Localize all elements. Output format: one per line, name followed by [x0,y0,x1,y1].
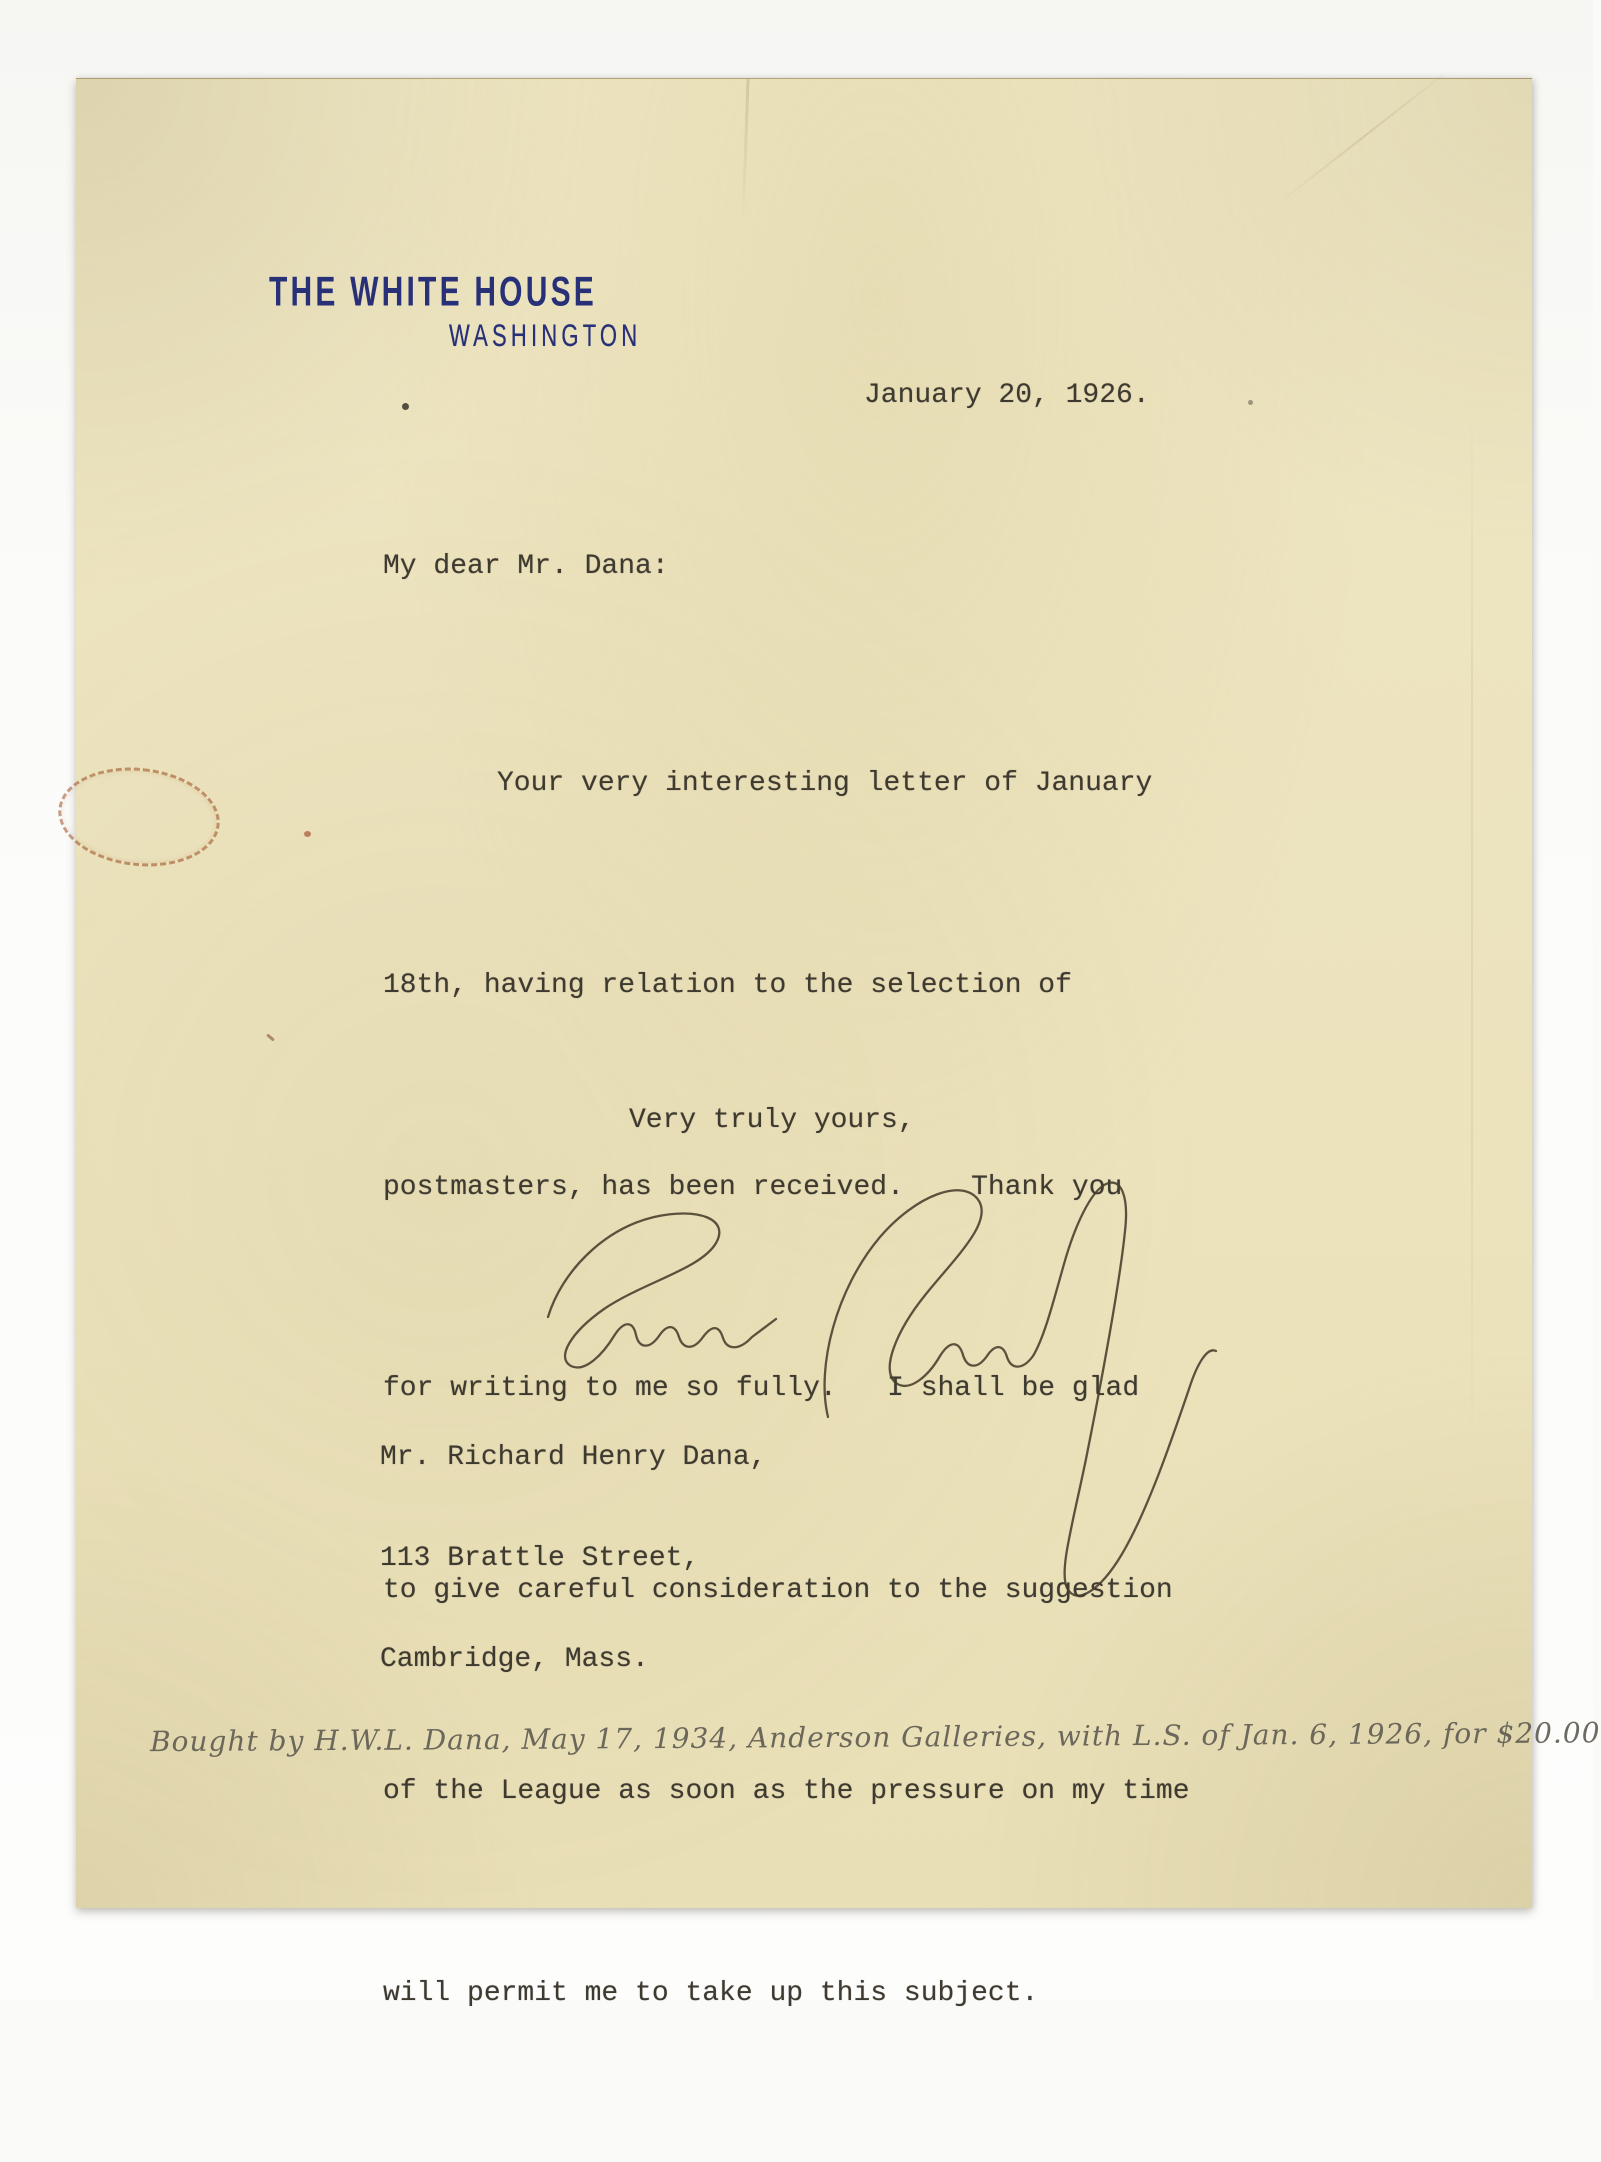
pencil-provenance-annotation: Bought by H.W.L. Dana, May 17, 1934, Anderson Galleries, with L.S. of Jan. 6, 1926, for $20.00 [149,1716,1601,1759]
letter-paper [76,78,1601,2010]
paper-crease-top [741,79,749,224]
date-line: January 20, 1926. [864,380,1150,411]
brown-speck [266,1033,275,1041]
recipient-street: 113 Brattle Street, [380,1542,700,1574]
salutation: My dear Mr. Dana: [383,551,669,582]
closing-line: Very truly yours, [629,1105,915,1136]
body-line: of the League as soon as the pressure on my time [383,1776,1190,1808]
body-line: postmasters, has been received. Thank you [383,1171,1123,1203]
body-line: for writing to me so fully. I shall be glad [383,1373,1140,1405]
letterhead-city: WASHINGTON [449,317,642,354]
recipient-city: Cambridge, Mass. [380,1643,649,1675]
body-line: will permit me to take up this subject. [383,1978,1039,2010]
recipient-name: Mr. Richard Henry Dana, [380,1442,767,1474]
gray-speck [1248,400,1253,405]
body-line: to give careful consideration to the suggestion [383,1574,1173,1606]
paper-crease-right [1471,379,1473,1459]
red-speck [304,831,311,837]
body-line: Your very interesting letter of January [497,768,1153,800]
stain-ring-mark [53,760,224,874]
body-line: 18th, having relation to the selection of [383,970,1072,1002]
paper-crease-top-right [1275,63,1457,206]
letterhead-title: THE WHITE HOUSE [269,269,598,316]
recipient-address-block [380,1374,766,1744]
typed-dot-mark [402,403,409,410]
